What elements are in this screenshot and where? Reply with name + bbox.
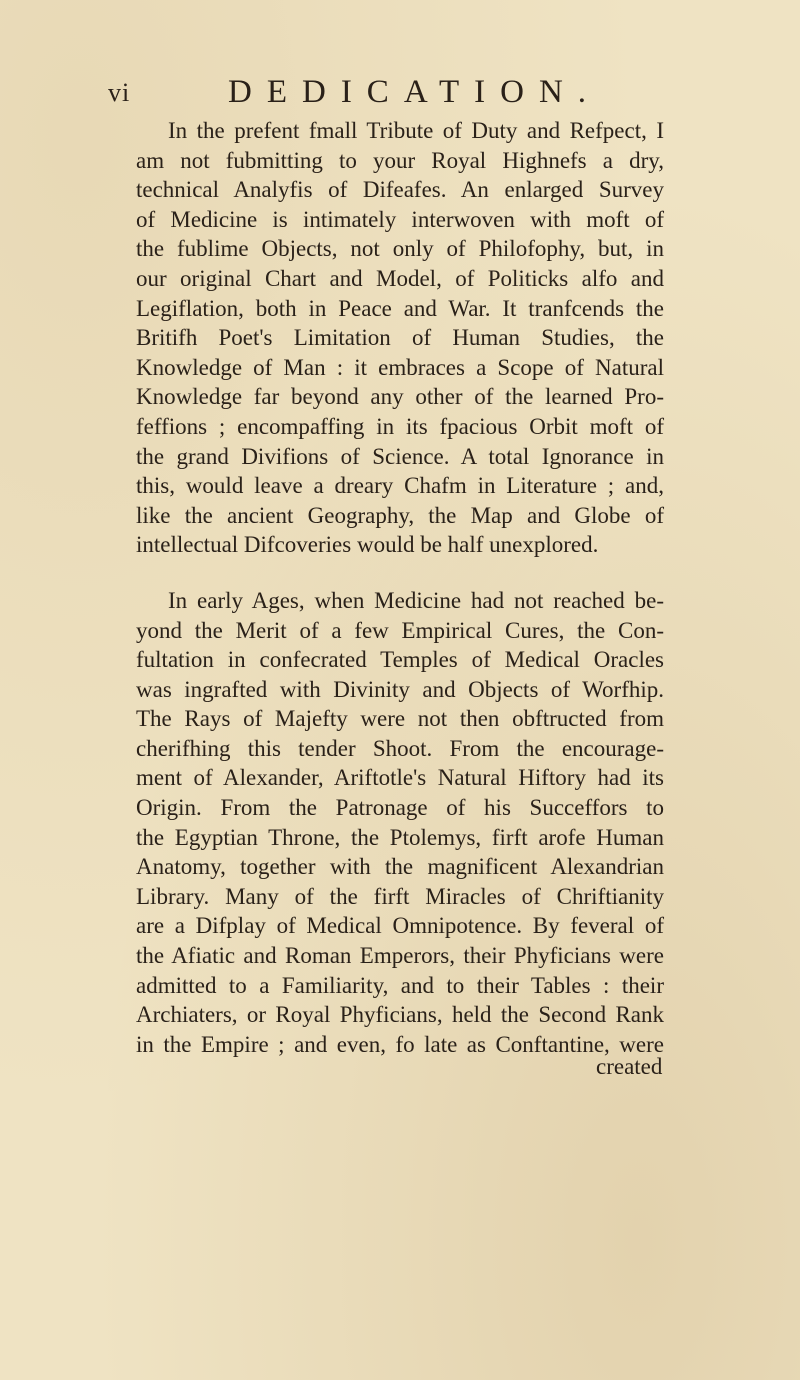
- text-line: in the Empire ; and even, fo late as Conftantine, were: [136, 1031, 664, 1057]
- text-line: like the ancient Geography, the Map and Globe of: [136, 502, 664, 528]
- text-line: In early Ages, when Medicine had not reached be-: [168, 587, 664, 613]
- text-line: Library. Many of the firft Miracles of Chriftianity: [136, 883, 664, 909]
- text-line: Anatomy, together with the magnificent Alexandrian: [136, 854, 664, 880]
- text-line: of Medicine is intimately interwoven with moft of: [136, 206, 664, 232]
- paragraph-2: [136, 586, 664, 1060]
- text-line: Britifh Poet's Limitation of Human Studies, the: [136, 325, 664, 351]
- text-line: our original Chart and Model, of Politicks alfo and: [136, 265, 664, 291]
- page-header: [108, 74, 668, 114]
- text-line: ment of Alexander, Ariftotle's Natural Hiftory had its: [136, 765, 664, 791]
- text-line: admitted to a Familiarity, and to their Tables : their: [136, 972, 664, 998]
- catchword: created: [596, 1054, 663, 1079]
- text-line: technical Analyfis of Difeafes. An enlarged Survey: [136, 177, 664, 203]
- text-line: the Afiatic and Roman Emperors, their Phyficians were: [136, 943, 664, 969]
- text-line: the grand Divifions of Science. A total Ignorance in: [136, 443, 664, 469]
- body-text: [136, 116, 664, 1059]
- text-line: this, would leave a dreary Chafm in Literature ; and,: [136, 473, 664, 499]
- text-line: Archiaters, or Royal Phyficians, held the Second Rank: [136, 1002, 664, 1028]
- text-line: Knowledge of Man : it embraces a Scope of Natural: [136, 354, 664, 380]
- text-line: fultation in confecrated Temples of Medical Oracles: [136, 647, 664, 673]
- text-line: Knowledge far beyond any other of the learned Pro-: [136, 384, 664, 410]
- text-line: cherifhing this tender Shoot. From the encourage-: [136, 735, 664, 761]
- text-line: Origin. From the Patronage of his Succeffors to: [136, 795, 664, 821]
- text-line: The Rays of Majefty were not then obftructed from: [136, 706, 664, 732]
- text-line: yond the Merit of a few Empirical Cures, the Con-: [136, 617, 664, 643]
- text-line: are a Difplay of Medical Omnipotence. By feveral of: [136, 913, 664, 939]
- page-number: vi: [108, 78, 131, 107]
- text-line: Legiflation, both in Peace and War. It tranfcends the: [136, 295, 664, 321]
- text-line: intellectual Difcoveries would be half unexplored.: [136, 532, 599, 558]
- text-line: am not fubmitting to your Royal Highnefs a dry,: [136, 147, 664, 173]
- text-line: In the prefent fmall Tribute of Duty and Refpect, I: [168, 118, 664, 143]
- text-line: the Egyptian Throne, the Ptolemys, firft arofe Human: [136, 824, 664, 850]
- text-line: was ingrafted with Divinity and Objects of Worfhip.: [136, 676, 664, 702]
- paragraph-gap: [136, 560, 664, 586]
- text-line: the fublime Objects, not only of Philofophy, but, in: [136, 236, 664, 262]
- running-head: DEDICATION.: [228, 74, 602, 110]
- paragraph-1: [136, 116, 664, 560]
- text-line: feffions ; encompaffing in its fpacious Orbit moft of: [136, 413, 664, 439]
